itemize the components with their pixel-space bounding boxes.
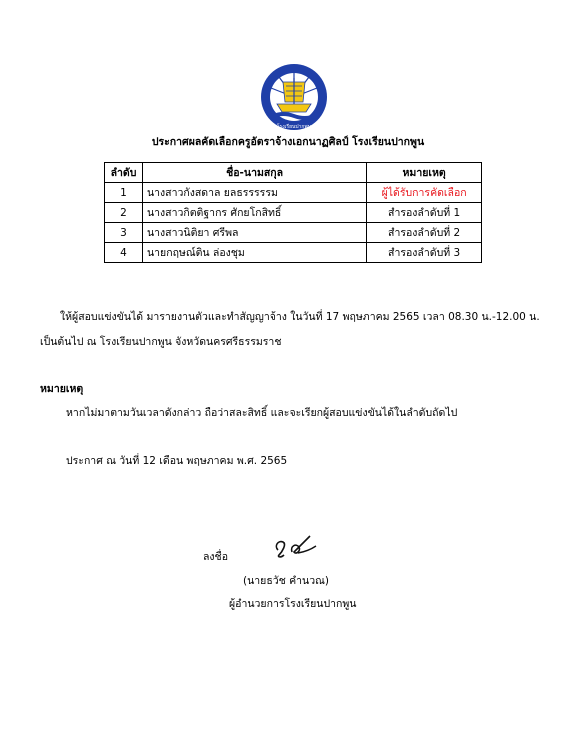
report-instruction-line1: ให้ผู้สอบแข่งขันได้ มารายงานตัวและทำสัญญาจ้าง ในวันที่ 17 พฤษภาคม 2565 เวลา 08.30 น.-12.00 น. <box>60 311 540 323</box>
table-row <box>105 223 482 243</box>
row-name: นางสาวนิติยา ศรีพล <box>142 223 366 243</box>
table-row <box>105 243 482 263</box>
results-table <box>104 162 482 263</box>
row-no: 3 <box>105 223 143 243</box>
remark-heading: หมายเหตุ <box>40 383 84 395</box>
table-row <box>105 183 482 203</box>
signer-name: (นายธวัช คำนวณ) <box>243 575 329 587</box>
signature-label: ลงชื่อ <box>203 551 228 563</box>
signer-position: ผู้อำนวยการโรงเรียนปากพูน <box>229 598 357 610</box>
table-header-row <box>105 163 482 183</box>
logo-ring-text: โรงเรียนปากพูน <box>276 124 312 130</box>
row-no: 4 <box>105 243 143 263</box>
row-note: ผู้ได้รับการคัดเลือก <box>367 183 482 203</box>
header-name: ชื่อ-นามสกุล <box>142 163 366 183</box>
remark-text: หากไม่มาตามวันเวลาดังกล่าว ถือว่าสละสิทธิ์ และจะเรียกผู้สอบแข่งขันได้ในลำดับถัดไป <box>66 407 458 419</box>
row-note: สำรองลำดับที่ 3 <box>367 243 482 263</box>
row-no: 1 <box>105 183 143 203</box>
table-row <box>105 203 482 223</box>
header-no: ลำดับ <box>105 163 143 183</box>
header-note: หมายเหตุ <box>367 163 482 183</box>
announcement-date: ประกาศ ณ วันที่ 12 เดือน พฤษภาคม พ.ศ. 2565 <box>66 455 288 467</box>
row-note: สำรองลำดับที่ 2 <box>367 223 482 243</box>
page-title: ประกาศผลคัดเลือกครูอัตราจ้างเอกนาฏศิลป์ โรงเรียนปากพูน <box>151 136 425 148</box>
row-no: 2 <box>105 203 143 223</box>
school-emblem-ship-icon <box>259 62 329 132</box>
row-note: สำรองลำดับที่ 1 <box>367 203 482 223</box>
row-name: นายกฤษณ์ติน ล่องชุม <box>142 243 366 263</box>
report-instruction-line2: เป็นต้นไป ณ โรงเรียนปากพูน จังหวัดนครศรีธรรมราช <box>40 336 282 348</box>
row-name: นางสาวกิตติฐากร ศักยโกสิทธิ์ <box>142 203 366 223</box>
handwritten-signature <box>268 528 328 564</box>
row-name: นางสาวกังสดาล ยลธรรรรรม <box>142 183 366 203</box>
